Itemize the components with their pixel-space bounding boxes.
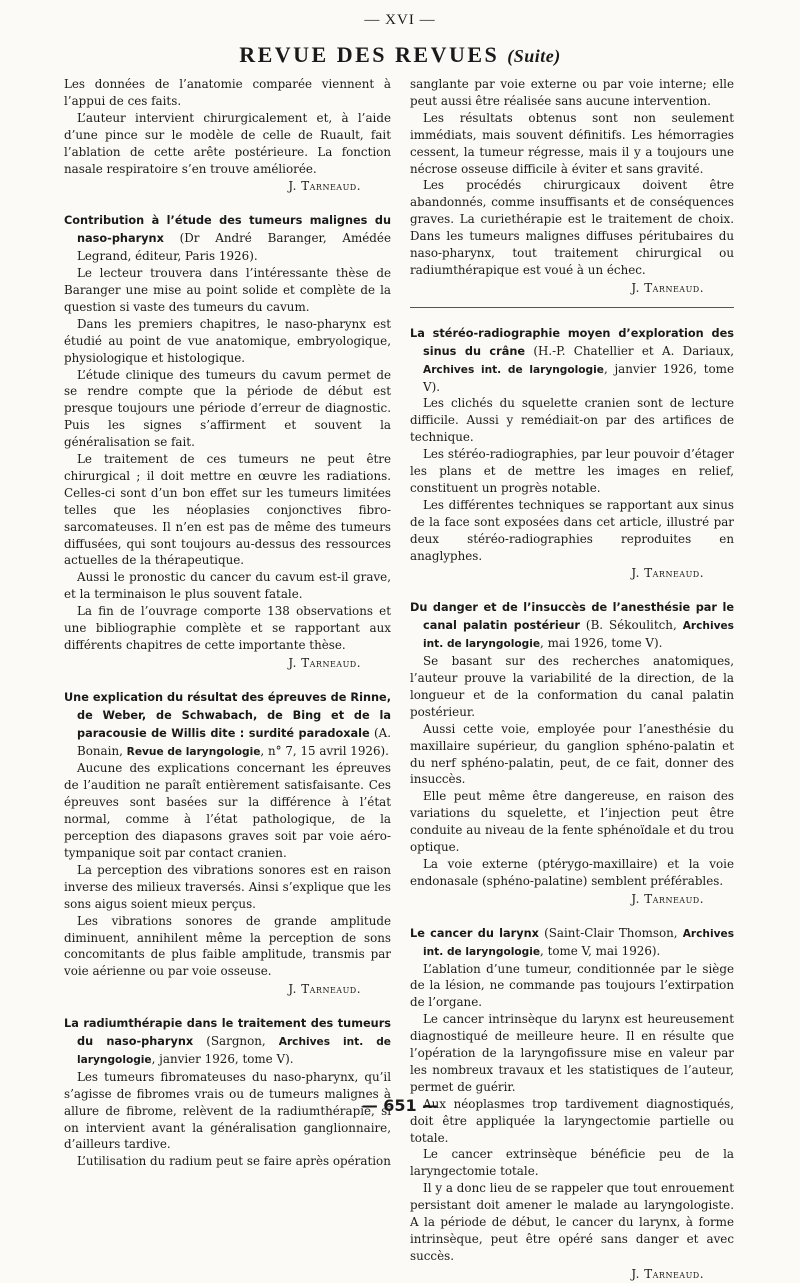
source-text: (Saint-Clair Thomson, xyxy=(538,925,683,940)
signature: J. Tarneaud. xyxy=(631,891,704,906)
page-number: — 651 — xyxy=(361,1096,439,1115)
page-roman-number: — XVI — xyxy=(364,12,436,28)
source-text: , mai 1926, tome V). xyxy=(540,636,663,651)
paragraph: Les stéréo-radiographies, par leur pouvoir d’étager les plans et de mettre les images en relief, constituent un progrès notable. xyxy=(410,447,734,495)
article-heading: Contribution à l’étude des tumeurs malignes du naso-pharynx xyxy=(64,214,391,246)
paragraph: Aussi cette voie, employée pour l’anesthésie du maxillaire supérieur, du ganglion sphéno-palatin et du nerf sphéno-palatin, peut, de ce fait, donner des insuccès. xyxy=(410,721,734,787)
article-heading: La radiumthérapie dans le traitement des tumeurs du naso-pharynx xyxy=(64,1017,391,1049)
paragraph: La perception des vibrations sonores est en raison inverse des milieux traversés. Ainsi s’explique que les sons aigus soient mieux perçus. xyxy=(64,862,391,911)
article-title xyxy=(410,925,734,961)
paragraph: Se basant sur des recherches anatomiques, l’auteur prouve la variabilité de la direction, de la longueur et de la conformation du canal palatin postérieur. xyxy=(410,654,734,719)
paragraph: L’auteur intervient chirurgicalement et, à l’aide d’une pince sur le modèle de celle de Ruault, fait l’ablation de cette arête postérieure. La fonction nasale respiratoire s’en trouve améliorée. xyxy=(64,110,391,176)
paragraph: Dans les premiers chapitres, le naso-pharynx est étudié au point de vue anatomique, embryologique, physiologique et histologique. xyxy=(64,316,391,365)
signature: J. Tarneaud. xyxy=(288,982,361,997)
page-title xyxy=(0,42,800,68)
signature: J. Tarneaud. xyxy=(631,566,704,581)
paragraph: Le cancer extrinsèque bénéficie peu de la laryngectomie totale. xyxy=(410,1147,734,1179)
journal-section-title: REVUE DES REVUES xyxy=(239,42,500,67)
journal-name: Archives int. de laryngologie xyxy=(423,363,604,376)
paragraph: La voie externe (ptérygo-maxillaire) et la voie endonasale (sphéno-palatine) semblent préférables. xyxy=(410,856,734,888)
source-text: , tome V, mai 1926). xyxy=(540,943,661,958)
article-heading: Le cancer du larynx xyxy=(410,926,539,940)
source-text: , janvier 1926, tome V). xyxy=(423,361,734,394)
paragraph: Il y a donc lieu de se rappeler que tout enrouement persistant doit amener le malade au laryngologiste. A la période de début, le cancer du larynx, à forme intrinsèque, peut être opéré sans danger et avec succès. xyxy=(410,1181,734,1263)
paragraph: La fin de l’ouvrage comporte 138 observations et une bibliographie complète et se rapportant aux différents chapitres de cette importante thèse. xyxy=(64,604,391,652)
source-text: (B. Sékoulitch, xyxy=(579,618,683,633)
paragraph: L’utilisation du radium peut se faire après opération xyxy=(77,1154,391,1169)
paragraph: Aucune des explications concernant les épreuves de l’audition ne paraît entièrement satisfaisante. Ces épreuves sont basées sur la différence à l’état normal, comme à l’état pathologique, de la perception des diapasons graves soit par voie aéro-tympanique soit par contact cranien. xyxy=(64,761,391,860)
signature: J. Tarneaud. xyxy=(288,179,361,194)
article-heading: Une explication du résultat des épreuves de Rinne, de Weber, de Schwabach, de Bing et de la paracousie de Willis dite : surdité paradoxale xyxy=(64,690,391,740)
article-heading: La stéréo-radiographie moyen d’exploration des sinus du crâne xyxy=(410,326,734,358)
divider xyxy=(410,307,734,308)
article-title xyxy=(64,1015,391,1069)
paragraph: Elle peut même être dangereuse, en raison des variations du squelette, et l’injection peut être conduite au niveau de la fente sphénoïdale et du trou optique. xyxy=(410,789,734,855)
signature: J. Tarneaud. xyxy=(288,655,361,670)
paragraph: L’ablation d’une tumeur, conditionnée par le siège de la lésion, ne commande pas toujours l’extirpation de l’organe. xyxy=(410,961,734,1010)
article-title xyxy=(64,689,391,761)
journal-name: Archives int. de laryngologie xyxy=(77,1036,391,1066)
source-text: (Sargnon, xyxy=(193,1034,279,1049)
signature: J. Tarneaud. xyxy=(631,280,704,295)
journal-name: Revue de laryngologie xyxy=(126,745,261,758)
paragraph: sanglante par voie externe ou par voie interne; elle peut aussi être réalisée sans aucune intervention. xyxy=(410,77,734,108)
paragraph: L’étude clinique des tumeurs du cavum permet de se rendre compte que la période de début est presque toujours une période d’erreur de diagnostic. Puis les signes s’affirment et souvent la généralisation se fait. xyxy=(64,367,391,450)
source-text: (A. Bonain, xyxy=(77,725,391,758)
article-title xyxy=(410,599,734,653)
signature: J. Tarneaud. xyxy=(631,1266,704,1281)
article-title xyxy=(410,325,734,396)
article-source: (Dr André Baranger, Amédée Legrand, éditeur, Paris 1926). xyxy=(77,231,391,264)
paragraph: Les tumeurs fibromateuses du naso-pharynx, qu’il s’agisse de fibromes vrais ou de tumeurs malignes à allure de fibrome, relèvent de la radiumthérapie, si on intervient avant la généralisation ganglionnaire, d’ailleurs tardive. xyxy=(64,1069,391,1152)
article-heading: Du danger et de l’insuccès de l’anesthésie par le canal palatin postérieur xyxy=(410,601,734,633)
paragraph: Le cancer intrinsèque du larynx est heureusement diagnostiqué de meilleure heure. Il en résulte que l’opération de la laryngofissure mise en valeur par les nombreux travaux et les statistiques de l’auteur, permet de guérir. xyxy=(410,1012,734,1094)
title-suite: (Suite) xyxy=(507,46,561,66)
paragraph: Les données de l’anatomie comparée viennent à l’appui de ces faits. xyxy=(64,77,391,108)
paragraph: Les procédés chirurgicaux doivent être abandonnés, comme insuffisants et de conséquences graves. La curiethérapie est le traitement de choix. Dans les tumeurs malignes diffuses péritubaires du naso-pharynx, tout traitement chirurgical ou radiumthérapique est voué à un échec. xyxy=(410,178,734,277)
article-title xyxy=(64,212,391,265)
paragraph: Les vibrations sonores de grande amplitude diminuent, annihilent même la perception de sons concomitants de plus faible amplitude, transmis par voie aérienne ou par voie osseuse. xyxy=(64,913,391,979)
paragraph: Aussi le pronostic du cancer du cavum est-il grave, et la terminaison le plus souvent fatale. xyxy=(64,570,391,602)
journal-name: Archives int. de laryngologie xyxy=(423,927,735,958)
source-text: , janvier 1926, tome V). xyxy=(151,1051,294,1066)
paragraph: Aux néoplasmes trop tardivement diagnostiqués, doit être appliquée la laryngectomie partielle ou totale. xyxy=(410,1096,734,1145)
paragraph: Les clichés du squelette cranien sont de lecture difficile. Aussi y remédiait-on par des artifices de technique. xyxy=(410,396,734,445)
source-text: , n° 7, 15 avril 1926). xyxy=(260,743,389,758)
paragraph: Le lecteur trouvera dans l’intéressante thèse de Baranger une mise au point solide et complète de la question si vaste des tumeurs du cavum. xyxy=(64,266,391,314)
paragraph: Les résultats obtenus sont non seulement immédiats, mais souvent définitifs. Les hémorragies cessent, la tumeur régresse, mais il y a toujours une nécrose osseuse difficile à éviter et sans gravité. xyxy=(410,110,734,176)
paragraph: Les différentes techniques se rapportant aux sinus de la face sont exposées dans cet article, illustré par deux stéréo-radiographies reproduites en anaglyphes. xyxy=(410,497,734,563)
journal-name: Archives int. de laryngologie xyxy=(423,620,734,651)
paragraph: Le traitement de ces tumeurs ne peut être chirurgical ; il doit mettre en œuvre les radiations. Celles-ci sont d’un bon effet sur les tumeurs limitées telles que les néoplasies conjonctives fibro-sarcomateuses. Il n’en est pas de même des tumeurs diffusées, qui sont toujours au-dessus des ressources actuelles de la thérapeutique. xyxy=(64,452,391,568)
source-text: (H.-P. Chatellier et A. Dariaux, xyxy=(525,343,734,358)
left-column xyxy=(64,76,391,1170)
